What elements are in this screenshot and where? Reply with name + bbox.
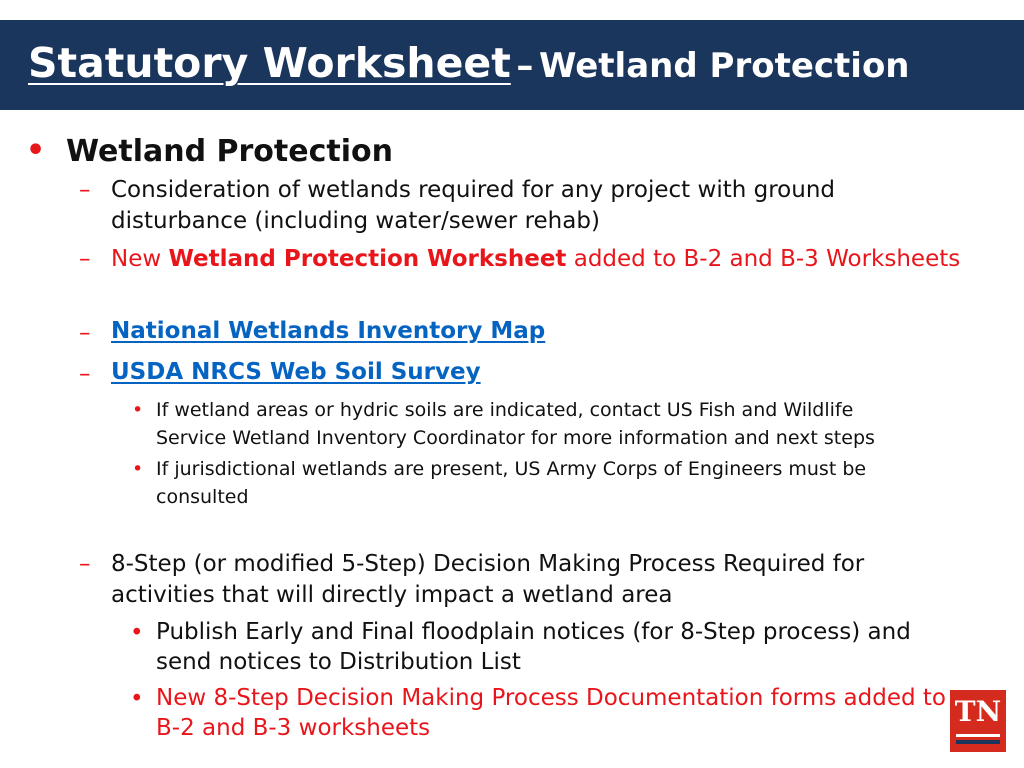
sub-bullet-jurisdictional-line2: consulted	[156, 486, 249, 508]
new-forms-line2: B-2 and B-3 worksheets	[156, 715, 431, 741]
sub-bullet-marker: •	[132, 458, 144, 480]
sub-bullet-wetland-areas-line1: If wetland areas or hydric soils are indicated, contact US Fish and Wildlife	[156, 399, 854, 421]
new-forms-line1: New 8-Step Decision Making Process Documentation forms added to	[156, 685, 946, 711]
new-worksheet-text	[111, 246, 960, 272]
title-subtitle: Wetland Protection	[538, 46, 910, 86]
new-worksheet-pre: New	[111, 246, 162, 272]
eight-step-text-line1: 8-Step (or modified 5-Step) Decision Making Process Required for	[111, 551, 865, 577]
new-worksheet-post: added to B-2 and B-3 Worksheets	[573, 246, 961, 272]
heading-wetland-protection: Wetland Protection	[66, 134, 393, 169]
eight-step-text-line2: activities that will directly impact a wetland area	[111, 582, 673, 608]
consideration-text-line1: Consideration of wetlands required for any project with ground	[111, 177, 835, 203]
sub-bullet-jurisdictional-line1: If jurisdictional wetlands are present, US Army Corps of Engineers must be	[156, 458, 867, 480]
title-separator: –	[516, 46, 534, 86]
new-worksheet-bold: Wetland Protection Worksheet	[168, 246, 567, 272]
link-national-wetlands-inventory-map[interactable]: National Wetlands Inventory Map	[111, 318, 546, 344]
dash-marker: –	[79, 320, 91, 346]
consideration-text-line2: disturbance (including water/sewer rehab)	[111, 208, 600, 234]
dash-marker: –	[79, 361, 91, 387]
bullet-marker: •	[26, 133, 46, 168]
sub-bullet-wetland-areas-line2: Service Wetland Inventory Coordinator for more information and next steps	[156, 427, 875, 449]
sub-bullet-marker: •	[130, 686, 144, 712]
sub-bullet-marker: •	[130, 620, 144, 646]
dash-marker: –	[79, 177, 91, 203]
logo-stripe	[956, 734, 1000, 737]
publish-notices-line1: Publish Early and Final floodplain notices (for 8-Step process) and	[156, 619, 911, 645]
dash-marker: –	[79, 246, 91, 272]
tn-logo-text: TN	[954, 695, 1002, 728]
publish-notices-line2: send notices to Distribution List	[156, 649, 521, 675]
logo-stripe	[956, 740, 1000, 744]
link-usda-nrcs-web-soil-survey[interactable]: USDA NRCS Web Soil Survey	[111, 359, 481, 385]
sub-bullet-marker: •	[132, 399, 144, 421]
title-main: Statutory Worksheet	[28, 39, 511, 87]
dash-marker: –	[79, 551, 91, 577]
tn-logo	[950, 690, 1006, 752]
